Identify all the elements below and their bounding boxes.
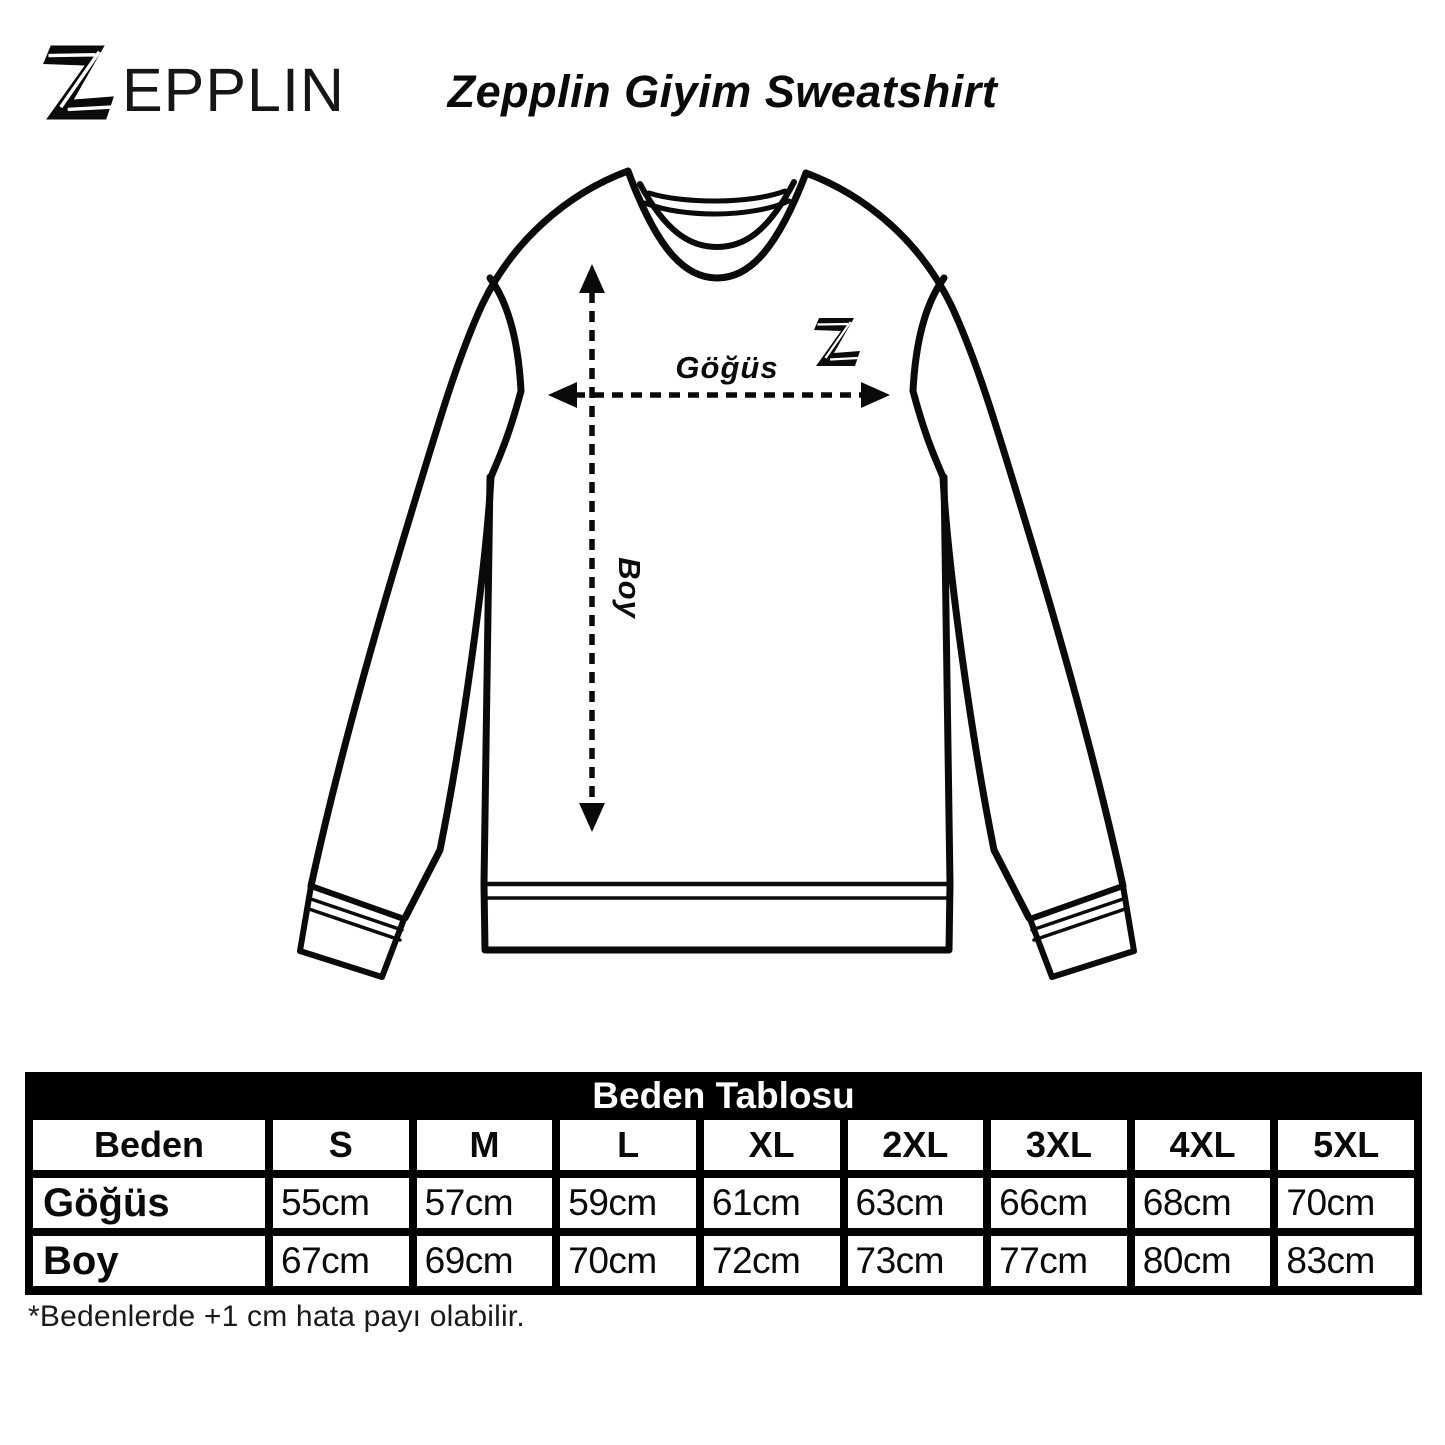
page-title <box>0 66 1445 118</box>
size-value-cell: 70cm <box>1278 1178 1414 1228</box>
size-value-cell: 80cm <box>1135 1236 1271 1286</box>
title-regular: Zepplin Giyim <box>447 66 752 117</box>
row-label-gogus: Göğüs <box>33 1178 265 1228</box>
collar-outer <box>628 171 806 278</box>
size-value-cell: 66cm <box>991 1178 1127 1228</box>
size-value-cell: 68cm <box>1135 1178 1271 1228</box>
size-value-cell: 83cm <box>1278 1236 1414 1286</box>
size-value-cell: 67cm <box>273 1236 409 1286</box>
right-armhole-seam <box>913 278 944 391</box>
header-cell-5xl: 5XL <box>1278 1120 1414 1170</box>
row-label-boy: Boy <box>33 1236 265 1286</box>
left-sleeve-outer <box>311 171 628 886</box>
size-diagram <box>0 140 1445 1070</box>
header-cell-beden: Beden <box>33 1120 265 1170</box>
arrow-up-icon <box>579 264 605 293</box>
size-value-cell: 55cm <box>273 1178 409 1228</box>
size-table-grid <box>33 1120 1414 1286</box>
right-sleeve-outer <box>806 173 1123 886</box>
size-value-cell: 63cm <box>848 1178 984 1228</box>
size-value-cell: 77cm <box>991 1236 1127 1286</box>
arrow-down-icon <box>579 803 605 832</box>
header-cell-2xl: 2XL <box>848 1120 984 1170</box>
size-value-cell: 61cm <box>704 1178 840 1228</box>
footnote: *Bedenlerde +1 cm hata payı olabilir. <box>28 1300 525 1333</box>
length-arrow <box>579 264 605 832</box>
arrow-right-icon <box>861 382 890 408</box>
header-cell-xl: XL <box>704 1120 840 1170</box>
chest-label: Göğüs <box>675 350 779 385</box>
chest-arrow <box>548 382 890 408</box>
header-cell-l: L <box>560 1120 696 1170</box>
length-label: Boy <box>612 557 647 619</box>
brand-logo-text: EPPLIN <box>122 56 345 124</box>
size-value-cell: 59cm <box>560 1178 696 1228</box>
header-cell-4xl: 4XL <box>1135 1120 1271 1170</box>
header-cell-m: M <box>417 1120 553 1170</box>
chest-z-logo-icon <box>814 318 860 366</box>
collar-back-line <box>649 191 785 201</box>
size-value-cell: 73cm <box>848 1236 984 1286</box>
torso-outline <box>484 477 950 950</box>
size-table-title: Beden Tablosu <box>592 1075 855 1116</box>
arrow-left-icon <box>548 382 577 408</box>
size-value-cell: 70cm <box>560 1236 696 1286</box>
title-space <box>752 66 765 117</box>
size-value-cell: 57cm <box>417 1178 553 1228</box>
garment-drawing <box>300 171 1134 977</box>
size-value-cell: 72cm <box>704 1236 840 1286</box>
header-cell-3xl: 3XL <box>991 1120 1127 1170</box>
header-cell-s: S <box>273 1120 409 1170</box>
size-value-cell: 69cm <box>417 1236 553 1286</box>
left-armhole-seam <box>490 278 521 391</box>
title-bold: Sweatshirt <box>764 66 998 117</box>
size-table <box>25 1072 1422 1295</box>
